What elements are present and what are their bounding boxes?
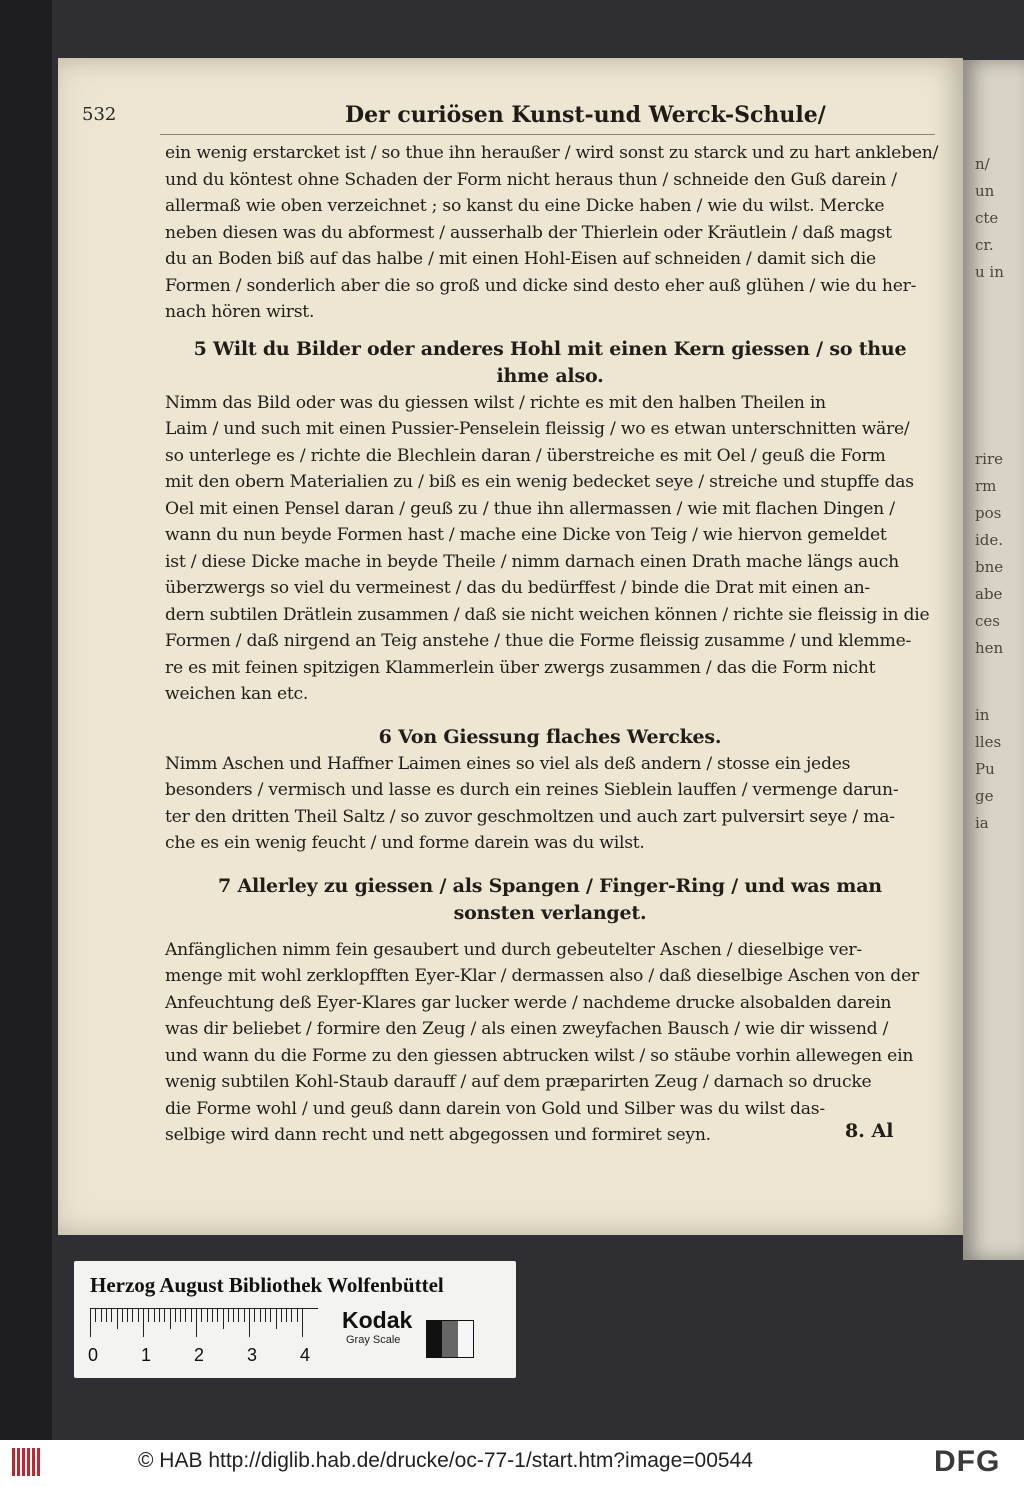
ruler-tick [185,1309,186,1322]
ruler-tick [270,1309,271,1322]
ruler-tick [238,1309,239,1322]
swatch-white [458,1321,473,1357]
ruler-tick [223,1309,224,1329]
ruler-tick [217,1309,218,1322]
spacer [165,326,935,336]
adjacent-page-fragment: rm [975,477,997,495]
adjacent-page-fragment: Pu [975,760,995,778]
ruler-number: 4 [300,1345,311,1365]
ruler-tick [212,1309,213,1322]
text-line: wann du nun beyde Formen hast / mache eine Dicke von Teig / wie hiervon gemeldet [165,525,887,545]
ruler-tick [196,1309,197,1337]
adjacent-page-fragment: lles [975,733,1002,751]
heading-line: ihme also. [496,364,604,387]
ruler-scale [90,1308,318,1339]
text-line: Nimm Aschen und Haffner Laimen eines so viel als deß andern / stosse ein jedes [165,753,851,774]
text-line: Anfänglichen nimm fein gesaubert und durch gebeutelter Aschen / dieselbige ver- [165,939,862,960]
heading-line: 6 Von Giessung flaches Werckes. [378,725,722,748]
text-line: Formen / daß nirgend an Teig anstehe / thue die Forme fleissig zusamme / und klemme- [165,631,912,651]
adjacent-page-fragment: ge [975,787,994,805]
text-line: allermaß wie oben verzeichnet ; so kanst du eine Dicke haben / wie du wilst. Mercke [165,196,885,216]
adjacent-page-fragment: abe [975,585,1003,603]
adjacent-page-fragment: un [975,182,995,200]
adjacent-page-fragment: cte [975,209,999,227]
ruler-tick [143,1309,144,1337]
text-line: re es mit feinen spitzigen Klammerlein über zwergs zusammen / das die Form nicht [165,657,876,678]
text-line: neben diesen was du abformest / ausserhalb der Thierlein oder Kräutlein / daß magst [165,222,892,243]
ruler-tick [148,1309,149,1322]
adjacent-page-fragment: n/ [975,155,990,173]
ruler-tick [117,1309,118,1329]
paragraph-6 [165,751,935,857]
heading-line: 5 Wilt du Bilder oder anderes Hohl mit einen Kern giessen / so thue [193,337,907,360]
text-line: ein wenig erstarcket ist / so thue ihn heraußer / wird sonst zu starck und zu hart ankleben/ [165,143,939,163]
ruler-tick [297,1309,298,1322]
ruler-tick [95,1309,96,1322]
spacer [165,708,935,724]
ruler-tick [281,1309,282,1322]
heading-line: 7 Allerley zu giessen / als Spangen / Finger-Ring / und was man [218,874,882,897]
footer-url[interactable]: © HAB http://diglib.hab.de/drucke/oc-77-1/start.htm?image=00544 [138,1449,753,1472]
text-line: dern subtilen Drätlein zusammen / daß sie nicht weichen können / richte sie fleissig in die [165,604,930,625]
ruler-tick [228,1309,229,1322]
text-line: che es ein wenig feucht / und forme darein was du wilst. [165,833,645,853]
scan-left-edge [0,0,52,1440]
kodak-logo: Kodak [342,1307,413,1333]
text-line: ter den dritten Theil Saltz / so zuvor geschmoltzen und auch zart pulversirt seye / ma- [165,806,895,827]
text-line: nach hören wirst. [165,302,315,322]
library-name: Herzog August Bibliothek Wolfenbüttel [90,1273,444,1297]
ruler-tick [265,1309,266,1322]
ruler-tick [111,1309,112,1322]
footer-bar [0,1440,1024,1486]
ruler-numbers [84,1345,334,1367]
ruler-tick [302,1309,303,1337]
text-line: Anfeuchtung deß Eyer-Klares gar lucker werde / nachdeme drucke alsobalden darein [165,992,892,1013]
text-line: Formen / sonderlich aber die so groß und dicke sind desto eher auß glühen / wie du her- [165,275,917,296]
ruler-number: 1 [141,1345,152,1365]
ruler-tick [159,1309,160,1322]
grayscale-label: Gray Scale [346,1334,401,1346]
grayscale-swatch [426,1320,474,1358]
adjacent-page-edge [963,60,1024,1260]
text-line: überzwergs so viel du vermeinest / das du bedürffest / binde die Drat mit einen an- [165,578,870,598]
text-line: und du köntest ohne Schaden der Form nicht heraus thun / schneide den Guß darein / [165,169,897,190]
adjacent-page-fragment: u in [975,263,1004,281]
ruler-tick [127,1309,128,1322]
ruler-tick [191,1309,192,1322]
ruler-tick [249,1309,250,1337]
swatch-black [427,1321,442,1357]
ruler-tick [291,1309,292,1322]
adjacent-page-fragment: ces [975,612,1000,630]
adjacent-page-fragment: rire [975,450,1004,468]
text-line: weichen kan etc. [165,684,309,704]
ruler-tick [276,1309,277,1329]
ruler-number: 0 [88,1345,99,1365]
text-line: so unterlege es / richte die Blechlein daran / überstreiche es mit Oel / geuß die Form [165,445,886,466]
adjacent-page-fragment: ia [975,814,989,832]
ruler-tick [201,1309,202,1322]
running-head: Der curiösen Kunst-und Werck-Schule/ [345,102,826,128]
adjacent-page-fragment: in [975,706,990,724]
text-line: selbige wird dann recht und nett abgegossen und formiret seyn. [165,1125,711,1145]
page-number: 532 [82,104,117,125]
ruler-tick [164,1309,165,1322]
ruler-tick [254,1309,255,1322]
header-rule [160,134,935,135]
text-line: und wann du die Forme zu den giessen abtrucken wilst / so stäube vorhin allewegen ein [165,1045,914,1066]
ruler-tick [132,1309,133,1322]
ruler-tick [180,1309,181,1322]
adjacent-page-fragment: bne [975,558,1004,576]
ruler-tick [138,1309,139,1322]
ruler-tick [106,1309,107,1322]
swatch-gray [442,1321,457,1357]
ruler-number: 3 [247,1345,258,1365]
ruler-tick [207,1309,208,1322]
paragraph-7 [165,937,935,1149]
page-text [165,140,939,1149]
ruler-tick [122,1309,123,1322]
spacer [165,927,935,937]
adjacent-page-fragment: ide. [975,531,1004,549]
text-line: Laim / und such mit einen Pussier-Penselein fleissig / wo es etwan unterschnitten wäre/ [165,419,910,439]
adjacent-page-fragment: pos [975,504,1002,522]
section-heading-6 [165,724,935,751]
ruler-tick [233,1309,234,1322]
adjacent-page-fragment: cr. [975,236,994,254]
paragraph-5 [165,390,935,708]
ruler-tick [90,1309,91,1337]
hab-logo-icon [12,1448,44,1476]
text-line: besonders / vermisch und lasse es durch ein reines Sieblein lauffen / vermenge darun- [165,780,899,800]
ruler-number: 2 [194,1345,205,1365]
ruler-tick [244,1309,245,1322]
spacer [165,857,935,873]
ruler-tick [260,1309,261,1322]
ruler-tick [154,1309,155,1322]
text-line: wenig subtilen Kohl-Staub darauff / auf dem præparirten Zeug / darnach so drucke [165,1072,872,1092]
color-reference-card [74,1261,516,1378]
catchword: 8. Al [845,1120,894,1142]
ruler-tick [286,1309,287,1322]
text-line: menge mit wohl zerklopfften Eyer-Klar / dermassen also / daß dieselbige Aschen von der [165,966,919,986]
heading-line: sonsten verlanget. [453,901,647,924]
text-line: ist / diese Dicke mache in beyde Theile / nimm darnach einen Drath mache längs auch [165,551,899,572]
text-line: Oel mit einen Pensel daran / geuß zu / thue ihn allermassen / wie mit flachen Dingen / [165,498,895,519]
dfg-logo: DFG [934,1445,1001,1478]
text-line: du an Boden biß auf das halbe / mit einen Hohl-Eisen auf schneiden / damit sich die [165,249,876,269]
text-line: was dir beliebet / formire den Zeug / als einen zweyfachen Bausch / wie dir wissend / [165,1019,889,1039]
ruler-tick [101,1309,102,1322]
adjacent-page-fragment: hen [975,639,1004,657]
ruler-tick [175,1309,176,1322]
text-line: Nimm das Bild oder was du giessen wilst / richte es mit den halben Theilen in [165,392,826,413]
ruler-tick [170,1309,171,1329]
text-line: mit den obern Materialien zu / biß es ein wenig bedecket seye / streiche und stupffe das [165,472,914,492]
text-line: die Forme wohl / und geuß dann darein von Gold und Silber was du wilst das- [165,1098,825,1119]
paragraph-continued [165,140,939,326]
section-heading-7 [165,873,935,927]
section-heading-5 [165,336,935,390]
